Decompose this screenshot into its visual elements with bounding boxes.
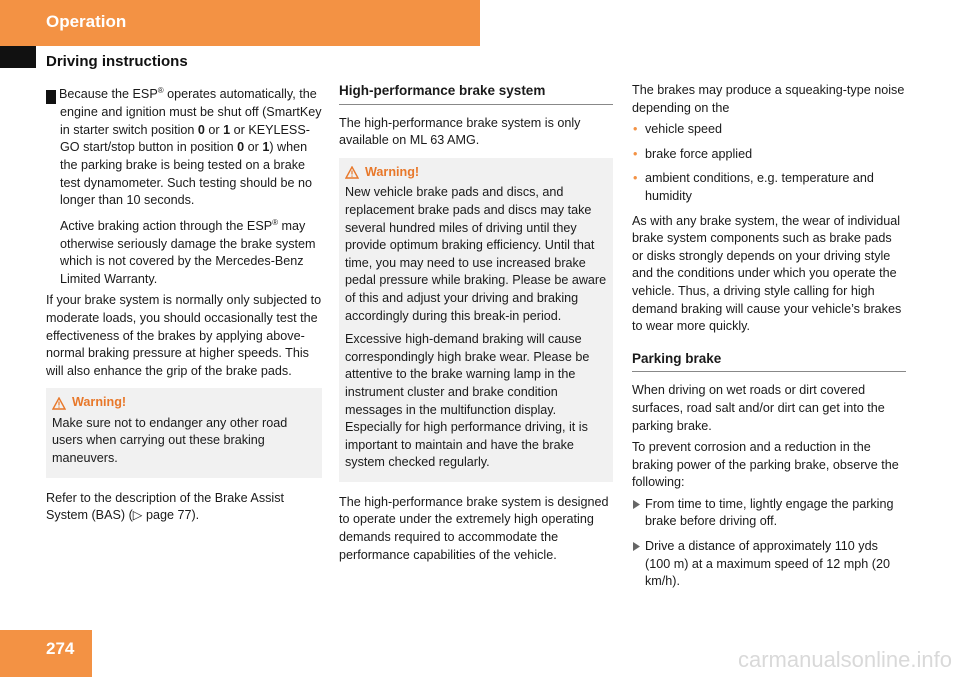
brake-test-paragraph: If your brake system is normally only subjected to moderate loads, you should occasionally test the effectiveness of the brakes by applying above-normal braking pressure at higher speeds. This will also enhance the grip of the brake pads.: [46, 293, 322, 378]
section-title: Operation: [46, 12, 127, 31]
note-exclamation-icon: !: [46, 90, 56, 104]
column-3: [632, 82, 906, 598]
warning-box: [46, 388, 322, 477]
list-item: From time to time, lightly engage the parking brake before driving off.: [632, 496, 906, 531]
warning-title: Warning!: [345, 164, 607, 182]
watermark: carmanualsonline.info: [737, 647, 952, 672]
parking-p1: When driving on wet roads or dirt covered surfaces, road salt and/or dirt can get into the parking brake.: [632, 383, 885, 433]
list-item: • brake force applied: [632, 146, 906, 164]
hp-intro: The high-performance brake system is only available on ML 63 AMG.: [339, 115, 581, 148]
page-ref-arrow-icon: ▷: [132, 508, 143, 523]
list-item: • vehicle speed: [632, 121, 906, 139]
bas-reference: Refer to the description of the Brake Assist System (BAS) (▷ page 77).: [46, 490, 285, 523]
parking-steps-list: [632, 496, 906, 591]
wear-paragraph: As with any brake system, the wear of individual brake system components such as brake pads or disks strongly depends on your driving style and the conditions under which you operate the vehicle. Thus, a driving style calling for high demand braking will cause your vehicle’s brakes to wear more quickly.: [632, 213, 902, 334]
squeak-factors-list: [632, 121, 906, 205]
warning-text: New vehicle brake pads and discs, and replacement brake pads and discs may take several hundred miles of driving until they provide optimum braking efficiency. Until that time, you may need to use increased brake pedal pressure while braking. Please be aware of this and adjust your driving and braking accordingly during this break-in period.: [345, 185, 607, 323]
warning-text: Excessive high-demand braking will cause correspondingly high brake wear. Please be attentive to the brake warning lamp in the instrument cluster and brake condition messages in the multifunction display. Especially for high performance driving, it is important to maintain and have the brake system checked regularly.: [345, 332, 590, 470]
hp-brake-heading: High-performance brake system: [339, 82, 613, 105]
page-subtitle: Driving instructions: [46, 53, 188, 70]
step-arrow-icon: [633, 542, 640, 551]
list-item: • ambient conditions, e.g. temperature and humidity: [632, 170, 906, 205]
page-number-box: [0, 630, 92, 677]
warning-text: Make sure not to endanger any other road users when carrying out these braking maneuvers.: [52, 415, 288, 466]
header-bar: [0, 0, 480, 46]
parking-p2: To prevent corrosion and a reduction in the braking power of the parking brake, observe the following:: [632, 440, 899, 490]
squeak-intro: The brakes may produce a squeaking-type noise depending on the: [632, 83, 905, 115]
parking-brake-heading: Parking brake: [632, 350, 906, 373]
column-1: [42, 82, 322, 529]
warning-title: Warning!: [52, 394, 316, 412]
list-item: Drive a distance of approximately 110 yds (100 m) at a maximum speed of 12 mph (20 km/h).: [632, 538, 906, 591]
warning-triangle-icon: [345, 166, 359, 179]
section-tab-marker: [0, 46, 36, 68]
warning-triangle-icon: [52, 397, 66, 410]
note-followup: Active braking action through the ESP® may otherwise seriously damage the brake system which is not covered by the Mercedes-Benz Limited Warranty.: [60, 217, 316, 286]
step-arrow-icon: [633, 500, 640, 509]
hp-outro: The high-performance brake system is designed to operate under the extremely high operating demands required to accommodate the performance capabilities of the vehicle.: [339, 494, 609, 562]
warning-box: [339, 158, 613, 482]
note-paragraph: ! Because the ESP® operates automatically, the engine and ignition must be shut off (SmartKey in starter switch position 0 or 1 or KEYLESS-GO start/stop button in position 0 or 1) when the parking brake is being tested on a brake test dynamometer. Such testing should be no longer than 10 seconds.: [42, 86, 322, 208]
column-2: [339, 82, 613, 568]
page-number: 274: [46, 639, 75, 658]
